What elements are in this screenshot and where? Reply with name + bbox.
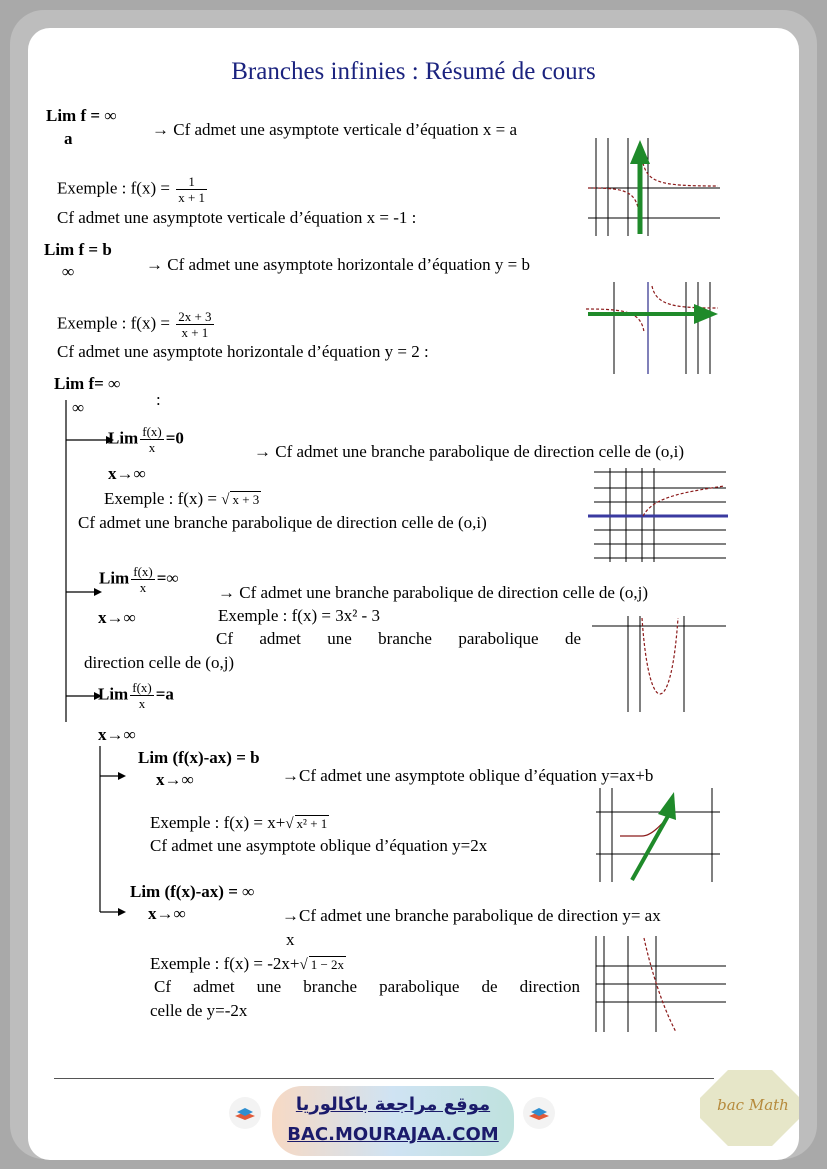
sec3c1-example xyxy=(150,813,329,834)
sec2-result: → Cf admet une asymptote horizontale d’équation y = b xyxy=(146,255,530,274)
sec3a-lim: Lim xyxy=(108,428,139,448)
site-name-arabic[interactable]: موقع مراجعة باكالوريا xyxy=(295,1094,491,1115)
sec3a-example-prefix: Exemple : f(x) = xyxy=(104,489,222,508)
sec3a-limit xyxy=(108,424,184,455)
sec1-limit-sub: a xyxy=(64,129,73,148)
sec2-example xyxy=(57,309,216,340)
sec2-limit: Lim f = b xyxy=(44,240,112,259)
sec3c2-example xyxy=(150,954,346,975)
sec3c2-example-prefix: Exemple : f(x) = -2x+ xyxy=(150,954,300,973)
sec1-fraction-num: 1 xyxy=(176,174,207,190)
sec3c2-graph xyxy=(592,936,728,1034)
sec1-limit: Lim f = ∞ xyxy=(46,106,117,125)
sec3a-fraction xyxy=(140,424,164,455)
document-sheet xyxy=(28,28,799,1160)
sec3c2-result: →Cf admet une branche parabolique de direction y= ax xyxy=(282,906,661,925)
bac-math-badge-text: bac Math xyxy=(717,1096,789,1114)
site-url[interactable]: BAC.MOURAJAA.COM xyxy=(287,1124,499,1145)
sec2-fraction-num: 2x + 3 xyxy=(178,309,212,324)
sec1-graph xyxy=(588,138,724,238)
sec3c-limit xyxy=(98,680,174,711)
sec3a-sub: x→∞ xyxy=(108,464,146,483)
sec3c2-result-line2: x xyxy=(286,930,295,949)
sec3-limit: Lim f= ∞ xyxy=(54,374,121,393)
sec3b-conclusion-2: direction celle de (o,j) xyxy=(84,653,235,672)
sec3c2-sqrt: 1 − 2x xyxy=(310,957,345,972)
sec3c1-graph xyxy=(592,788,722,884)
sec3b-val: =∞ xyxy=(156,568,179,588)
sec3b-num: f(x) xyxy=(133,564,153,579)
sec3b-sub: x→∞ xyxy=(98,608,136,627)
sec3c1-sub: x→∞ xyxy=(156,770,194,789)
sec1-fraction xyxy=(176,174,207,205)
sec3a-val: =0 xyxy=(165,428,184,448)
sec3b-lim: Lim xyxy=(99,568,130,588)
sec3c1-sqrt: x² + 1 xyxy=(296,816,328,831)
sec3c-num: f(x) xyxy=(132,680,152,695)
sec1-result: → Cf admet une asymptote verticale d’équation x = a xyxy=(152,120,518,139)
sec3c-lim: Lim xyxy=(98,684,129,704)
sec3-colon: : xyxy=(156,390,161,409)
sec1-fraction-den: x + 1 xyxy=(178,190,206,205)
sec3a-den: x xyxy=(148,440,156,455)
sec2-conclusion: Cf admet une asymptote horizontale d’équation y = 2 : xyxy=(57,342,429,361)
book-logo-icon xyxy=(522,1096,556,1130)
sec2-example-prefix: Exemple : f(x) = xyxy=(57,313,175,333)
footer-divider xyxy=(54,1078,714,1079)
sec3c1-example-prefix: Exemple : f(x) = x+ xyxy=(150,813,286,832)
sec3b-result: → Cf admet une branche parabolique de direction celle de (o,j) xyxy=(218,583,649,602)
sqrt-symbol: √ xyxy=(299,957,308,973)
sec3-limit-sub: ∞ xyxy=(72,398,85,417)
sec2-limit-sub: ∞ xyxy=(62,262,75,281)
sec3b-fraction xyxy=(131,564,155,595)
sec3c-fraction xyxy=(130,680,154,711)
sec3c2-sub: x→∞ xyxy=(148,904,186,923)
sec3b-conclusion-1: Cf admet une branche parabolique de xyxy=(216,629,581,648)
sec2-fraction xyxy=(176,309,213,340)
sec3c1-result: →Cf admet une asymptote oblique d’équation y=ax+b xyxy=(282,766,654,785)
book-logo-icon xyxy=(228,1096,262,1130)
sec3c-val: =a xyxy=(155,684,174,704)
sec1-example-prefix: Exemple : f(x) = xyxy=(57,178,175,198)
sec3a-graph xyxy=(588,468,728,564)
sqrt-symbol: √ xyxy=(221,492,230,508)
sec3a-sqrt: x + 3 xyxy=(232,492,260,507)
sec3c-sub: x→∞ xyxy=(98,725,136,744)
sec3b-example: Exemple : f(x) = 3x² - 3 xyxy=(218,606,380,625)
sec1-conclusion: Cf admet une asymptote verticale d’équation x = -1 : xyxy=(57,208,417,227)
sec2-fraction-den: x + 1 xyxy=(181,325,209,340)
sec3c-den: x xyxy=(138,696,146,711)
sec3a-conclusion: Cf admet une branche parabolique de direction celle de (o,i) xyxy=(78,513,487,532)
sec3b-den: x xyxy=(139,580,147,595)
sec3c2-limit: Lim (f(x)-ax) = ∞ xyxy=(130,882,255,901)
sec3a-num: f(x) xyxy=(142,424,162,439)
sec3a-result: → Cf admet une branche parabolique de direction celle de (o,i) xyxy=(254,442,685,461)
sec3c1-limit: Lim (f(x)-ax) = b xyxy=(138,748,260,767)
sec3a-example xyxy=(104,489,261,510)
sec2-graph xyxy=(586,282,722,376)
sec1-example xyxy=(57,174,209,205)
sec3c2-conclusion-1: Cf admet une branche parabolique de direction xyxy=(154,977,580,996)
sec3b-graph xyxy=(592,616,728,714)
sec3b-limit xyxy=(99,564,179,595)
sec3c2-conclusion-2: celle de y=-2x xyxy=(150,1001,248,1020)
page-title: Branches infinies : Résumé de cours xyxy=(231,58,596,85)
sec3c1-conclusion: Cf admet une asymptote oblique d’équation y=2x xyxy=(150,836,488,855)
sqrt-symbol: √ xyxy=(285,816,294,832)
